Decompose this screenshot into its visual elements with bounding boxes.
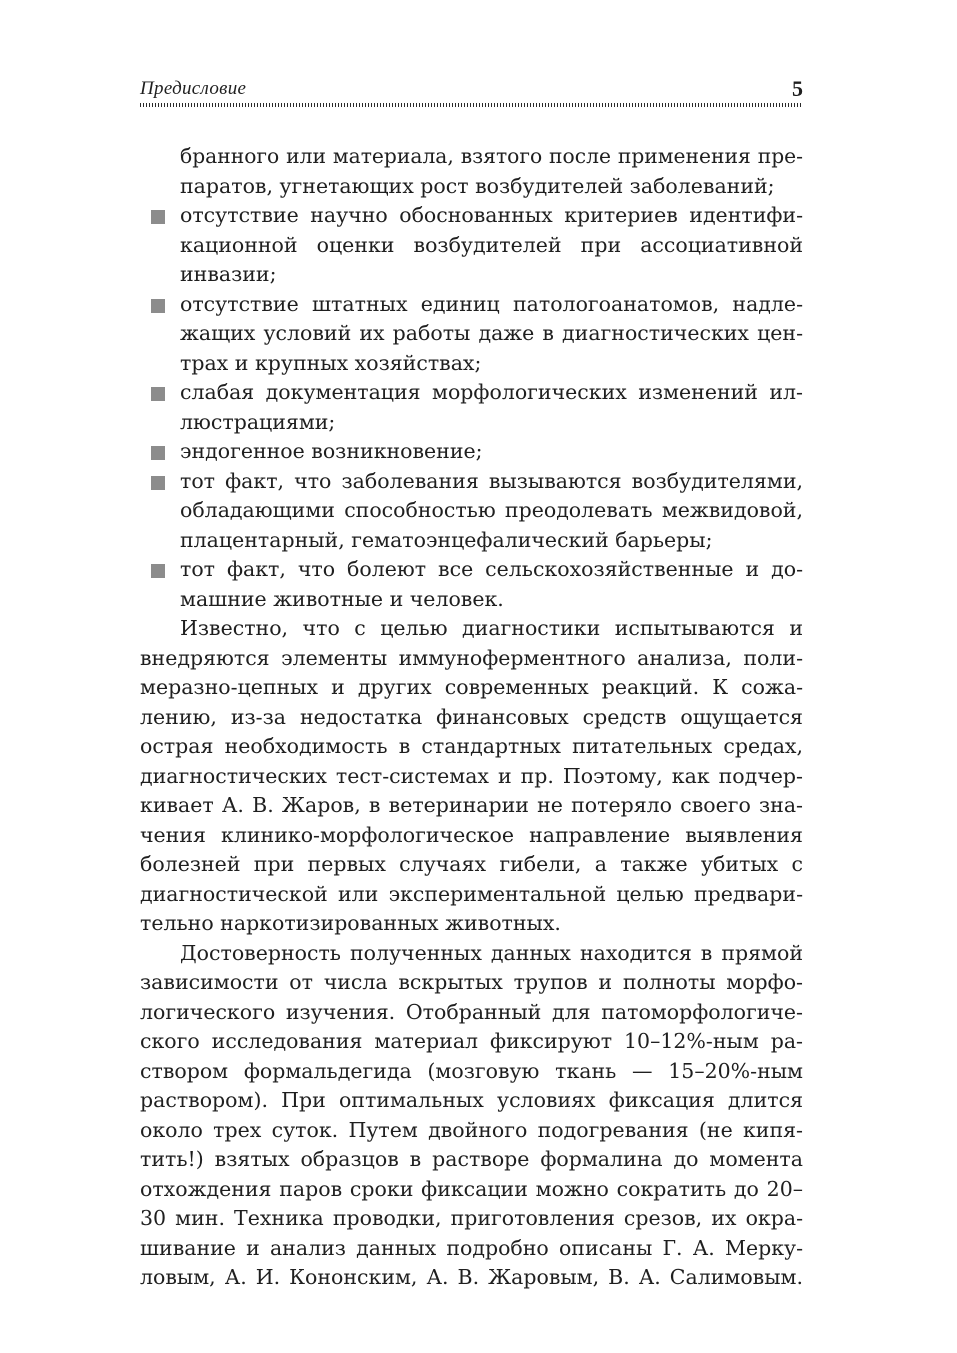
page-number: 5	[792, 76, 803, 101]
list-item	[180, 290, 803, 379]
text-line: машние животные и человек.	[180, 586, 504, 611]
text-line: около трех суток. Путем двойного подогревания (не кипя-	[140, 1117, 803, 1142]
list-item	[180, 555, 803, 614]
text-line: жащих условий их работы даже в диагностических цен-	[180, 321, 803, 345]
text-line: тить!) взятых образцов в растворе формалина до момента	[140, 1147, 803, 1171]
text-line: обладающими способностью преодолевать межвидовой,	[180, 498, 803, 522]
list-item	[180, 467, 803, 556]
bullet-list	[140, 201, 803, 614]
paragraph	[140, 939, 803, 1293]
text-line: отхождения паров сроки фиксации можно сократить до 20–	[140, 1176, 803, 1201]
text-line: диагностической или экспериментальной целью предвари-	[140, 881, 803, 906]
square-bullet-icon	[151, 210, 165, 224]
square-bullet-icon	[151, 387, 165, 401]
text-line: острая необходимость в стандартных питательных средах,	[140, 734, 803, 758]
text-line: плацентарный, гематоэнцефалический барьеры;	[180, 527, 713, 552]
text-line: раствором). При оптимальных условиях фиксация длится	[140, 1088, 803, 1112]
text-line: зависимости от числа вскрытых трупов и полноты морфо-	[140, 970, 803, 994]
square-bullet-icon	[151, 564, 165, 578]
text-line: отсутствие научно обоснованных критериев идентифи-	[180, 203, 803, 227]
page-header	[140, 78, 803, 102]
text-line: логического изучения. Отобранный для патоморфологиче-	[140, 999, 803, 1024]
continuation-text	[140, 142, 803, 201]
text-line: диагностических тест-системах и пр. Поэтому, как подчер-	[140, 763, 803, 788]
list-item	[180, 201, 803, 290]
text-line: створом формальдегида (мозговую ткань — 15–20%-ным	[140, 1058, 803, 1083]
list-item	[180, 437, 803, 467]
text-line: эндогенное возникновение;	[180, 439, 483, 463]
list-item	[180, 378, 803, 437]
square-bullet-icon	[151, 476, 165, 490]
text-line: слабая документация морфологических изменений ил-	[180, 380, 803, 404]
square-bullet-icon	[151, 446, 165, 460]
text-line: паратов, угнетающих рост возбудителей заболеваний;	[180, 173, 775, 198]
text-line: Известно, что с целью диагностики испытываются и	[180, 616, 803, 640]
text-line: кивает А. В. Жаров, в ветеринарии не потеряло своего зна-	[140, 793, 803, 817]
square-bullet-icon	[151, 299, 165, 313]
text-line: ловым, А. И. Кононским, А. В. Жаровым, В. А. Салимовым.	[140, 1265, 803, 1289]
text-line: люстрациями;	[180, 409, 336, 434]
text-line: тельно наркотизированных животных.	[140, 911, 561, 935]
running-title: Предисловие	[140, 78, 247, 99]
text-line: 30 мин. Техника проводки, приготовления срезов, их окра-	[140, 1206, 803, 1230]
text-line: ского исследования материал фиксируют 10–12%-ным ра-	[140, 1029, 803, 1053]
page-body	[140, 142, 803, 1293]
text-line: чения клинико-морфологическое направление выявления	[140, 822, 803, 847]
text-line: лению, из-за недостатка финансовых средств ощущается	[140, 704, 803, 729]
text-line: бранного или материала, взятого после применения пре-	[180, 144, 803, 168]
text-line: отсутствие штатных единиц патологоанатомов, надле-	[180, 291, 803, 316]
text-line: трах и крупных хозяйствах;	[180, 350, 482, 375]
paragraph	[140, 614, 803, 939]
text-line: инвазии;	[180, 262, 277, 286]
text-line: шивание и анализ данных подробно описаны Г. А. Мерку-	[140, 1235, 803, 1260]
text-line: кационной оценки возбудителей при ассоциативной	[180, 232, 803, 257]
text-line: внедряются элементы иммуноферментного анализа, поли-	[140, 645, 803, 670]
text-line: тот факт, что заболевания вызываются возбудителями,	[180, 468, 803, 493]
header-rule	[140, 103, 803, 107]
text-line: Достоверность полученных данных находится в прямой	[180, 940, 803, 965]
text-line: болезней при первых случаях гибели, а также убитых с	[140, 852, 803, 876]
text-line: тот факт, что болеют все сельскохозяйственные и до-	[180, 557, 803, 581]
text-line: меразно-цепных и других современных реакций. К сожа-	[140, 675, 803, 699]
